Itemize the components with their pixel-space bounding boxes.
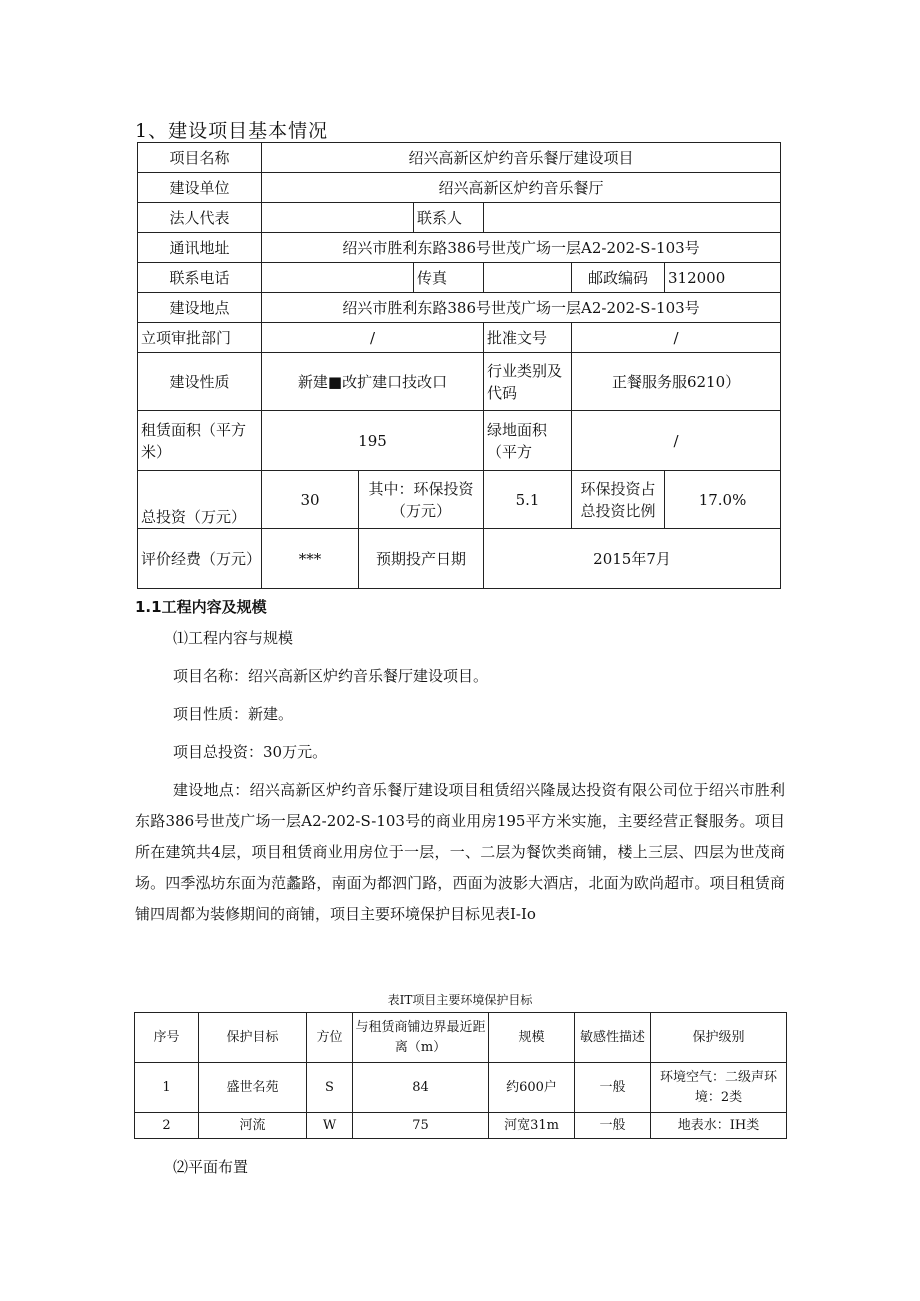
header-cell: 敏感性描述 [575,1013,651,1063]
table-cell: 盛世名苑 [199,1063,307,1113]
env-invest-value: 5.1 [484,471,572,529]
para-total-invest: 项目总投资：30万元。 [173,743,328,761]
table-cell: 河宽31m [489,1113,575,1139]
env-header-row [135,1013,787,1063]
fax-label: 传真 [414,263,484,293]
industry-label: 行业类别及代码 [484,353,572,411]
table-cell: W [307,1113,353,1139]
table-cell: 2 [135,1113,199,1139]
para-content-heading: ⑴工程内容与规模 [173,629,294,647]
site-value: 绍兴市胜利东路386号世茂广场一层A2-202-S-103号 [262,293,781,323]
green-value: / [572,411,781,471]
start-value: 2015年7月 [484,529,781,589]
table-cell: 地表水：IH类 [651,1113,787,1139]
site-label: 建设地点 [138,293,262,323]
approval-no-label: 批准文号 [484,323,572,353]
fee-label: 评价经费（万元） [138,529,262,589]
legal-rep-label: 法人代表 [138,203,262,233]
postcode-value: 312000 [665,263,781,293]
header-cell: 保护级别 [651,1013,787,1063]
legal-rep-value [262,203,414,233]
table-row [135,1113,787,1139]
fax-value [484,263,572,293]
ratio-value: 17.0% [665,471,781,529]
table-cell: 84 [353,1063,489,1113]
phone-label: 联系电话 [138,263,262,293]
header-cell: 保护目标 [199,1013,307,1063]
table-caption: 表IT项目主要环境保护目标 [387,993,533,1007]
invest-label: 总投资（万元） [138,471,262,529]
para-site: 建设地点：绍兴高新区炉约音乐餐厅建设项目租赁绍兴隆晟达投资有限公司位于绍兴市胜利东路386号世茂广场一层A2-202-S-103号的商业用房195平方米实施，主要经营正餐服务。项目所在建筑共4层，项目租赁商业用房位于一层，一、二层为餐饮类商铺，楼上三层、四层为世茂商场。四季泓坊东面为范蠡路，南面为都泗门路，西面为波影大酒店，北面为欧尚超市。项目租赁商铺四周都为装修期间的商铺，项目主要环境保护目标见表I-Io [135,781,785,923]
project-name: 绍兴高新区炉约音乐餐厅建设项目 [262,143,781,173]
fee-value: *** [262,529,359,589]
env-protection-table [134,1012,787,1139]
header-cell: 方位 [307,1013,353,1063]
area-label: 租赁面积（平方米） [138,411,262,471]
approval-no-value: / [572,323,781,353]
para-project-nature: 项目性质：新建。 [173,705,294,723]
subsection-title: 1.1工程内容及规模 [135,598,267,616]
header-cell: 规模 [489,1013,575,1063]
start-label: 预期投产日期 [359,529,484,589]
approval-dept-label: 立项审批部门 [138,323,262,353]
table-cell: 一般 [575,1063,651,1113]
address-label: 通讯地址 [138,233,262,263]
para-project-name: 项目名称：绍兴高新区炉约音乐餐厅建设项目。 [173,667,489,685]
header-cell: 序号 [135,1013,199,1063]
contact-label: 联系人 [414,203,484,233]
industry-value: 正餐服务服6210） [572,353,781,411]
table-cell: 1 [135,1063,199,1113]
approval-dept-value: / [262,323,484,353]
table-cell: S [307,1063,353,1113]
unit-label: 建设单位 [138,173,262,203]
area-value: 195 [262,411,484,471]
section-title: 1、建设项目基本情况 [135,120,329,142]
invest-value: 30 [262,471,359,529]
nature-label: 建设性质 [138,353,262,411]
para-layout-heading: ⑵平面布置 [173,1158,249,1176]
table-cell: 约600户 [489,1063,575,1113]
env-invest-label: 其中：环保投资（万元） [359,471,484,529]
table-cell: 75 [353,1113,489,1139]
table-cell: 河流 [199,1113,307,1139]
green-label: 绿地面积（平方 [484,411,572,471]
contact-value [484,203,781,233]
ratio-label: 环保投资占总投资比例 [572,471,665,529]
address-value: 绍兴市胜利东路386号世茂广场一层A2-202-S-103号 [262,233,781,263]
table-cell: 环境空气：二级声环境：2类 [651,1063,787,1113]
header-cell: 与租赁商铺边界最近距离（m） [353,1013,489,1063]
unit-value: 绍兴高新区炉约音乐餐厅 [262,173,781,203]
project-name-label: 项目名称 [138,143,262,173]
phone-value [262,263,414,293]
nature-value: 新建■改扩建口技改口 [262,353,484,411]
basic-info-table [137,142,781,589]
table-cell: 一般 [575,1113,651,1139]
table-row [135,1063,787,1113]
postcode-label: 邮政编码 [572,263,665,293]
